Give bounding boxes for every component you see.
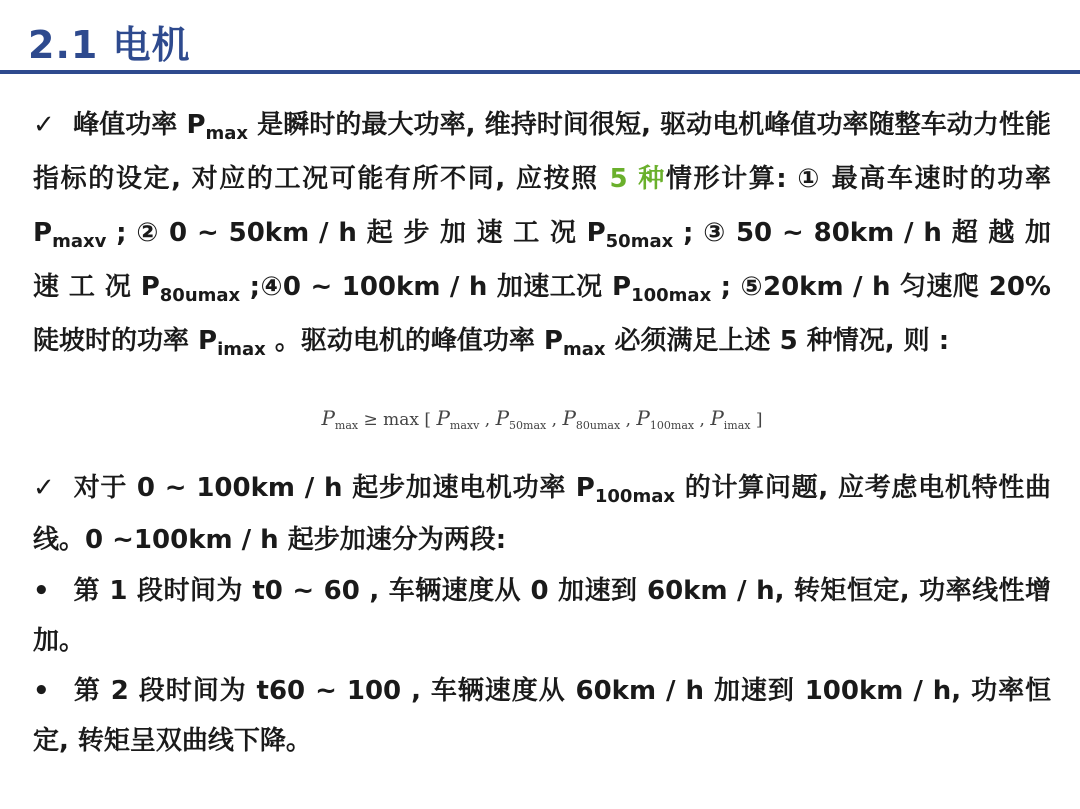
list-item: • 第 2 段时间为 t60 ~ 100 , 车辆速度从 60km / h 加速到 100km / h, 功率恒定, 转矩呈双曲线下降。 (33, 666, 1051, 766)
bullet-icon: • (33, 576, 50, 606)
paragraph-acceleration: ✓ 对于 0 ~ 100km / h 起步加速电机功率 $P_{100max}$ 的计算问题, 应考虑电机特性曲线。0 ~100km / h 起步加速分为两段: (33, 462, 1051, 566)
highlight-five-cases: 5 种 (609, 164, 666, 194)
checkmark-icon: ✓ (33, 110, 55, 140)
bullet-icon: • (33, 676, 50, 706)
checkmark-icon: ✓ (33, 473, 55, 503)
formula-peak-power: $P_{max} \ge \max$ [ $P_{maxv}$ , $P_{50max}$ , $P_{80umax}$ , $P_{100max}$ , $P_{imax}$ ] (321, 406, 763, 432)
list-item: • 第 1 段时间为 t0 ~ 60 , 车辆速度从 0 加速到 60km / h, 转矩恒定, 功率线性增加。 (33, 566, 1051, 666)
slide-title: 2.1 电机 (28, 23, 191, 67)
title-underline (0, 70, 1080, 74)
paragraph-peak-power: ✓ 峰值功率 $P_{max}$ 是瞬时的最大功率, 维持时间很短, 驱动电机峰值功率随整车动力性能指标的设定, 对应的工况可能有所不同, 应按照 5 种情形计算: ① 最高车速时的功率 $P_{maxv}$ ; ② 0 ~ 50km / h 起 步 加 速 工 况 $P_{50max}$ ; ③ 50 ~ 80km / h 超 越 加 速 工 况 $P_{80umax}$ ;④0 ~ 100km / h 加速工况 $P_{100max}$ ; ⑤20km / h 匀速爬 20%陡坡时的功率 $P_{imax}$ 。驱动电机的峰值功率 $P_{max}$ 必须满足上述 5 种情况, 则 : (33, 98, 1051, 368)
slide-content (33, 98, 1051, 766)
